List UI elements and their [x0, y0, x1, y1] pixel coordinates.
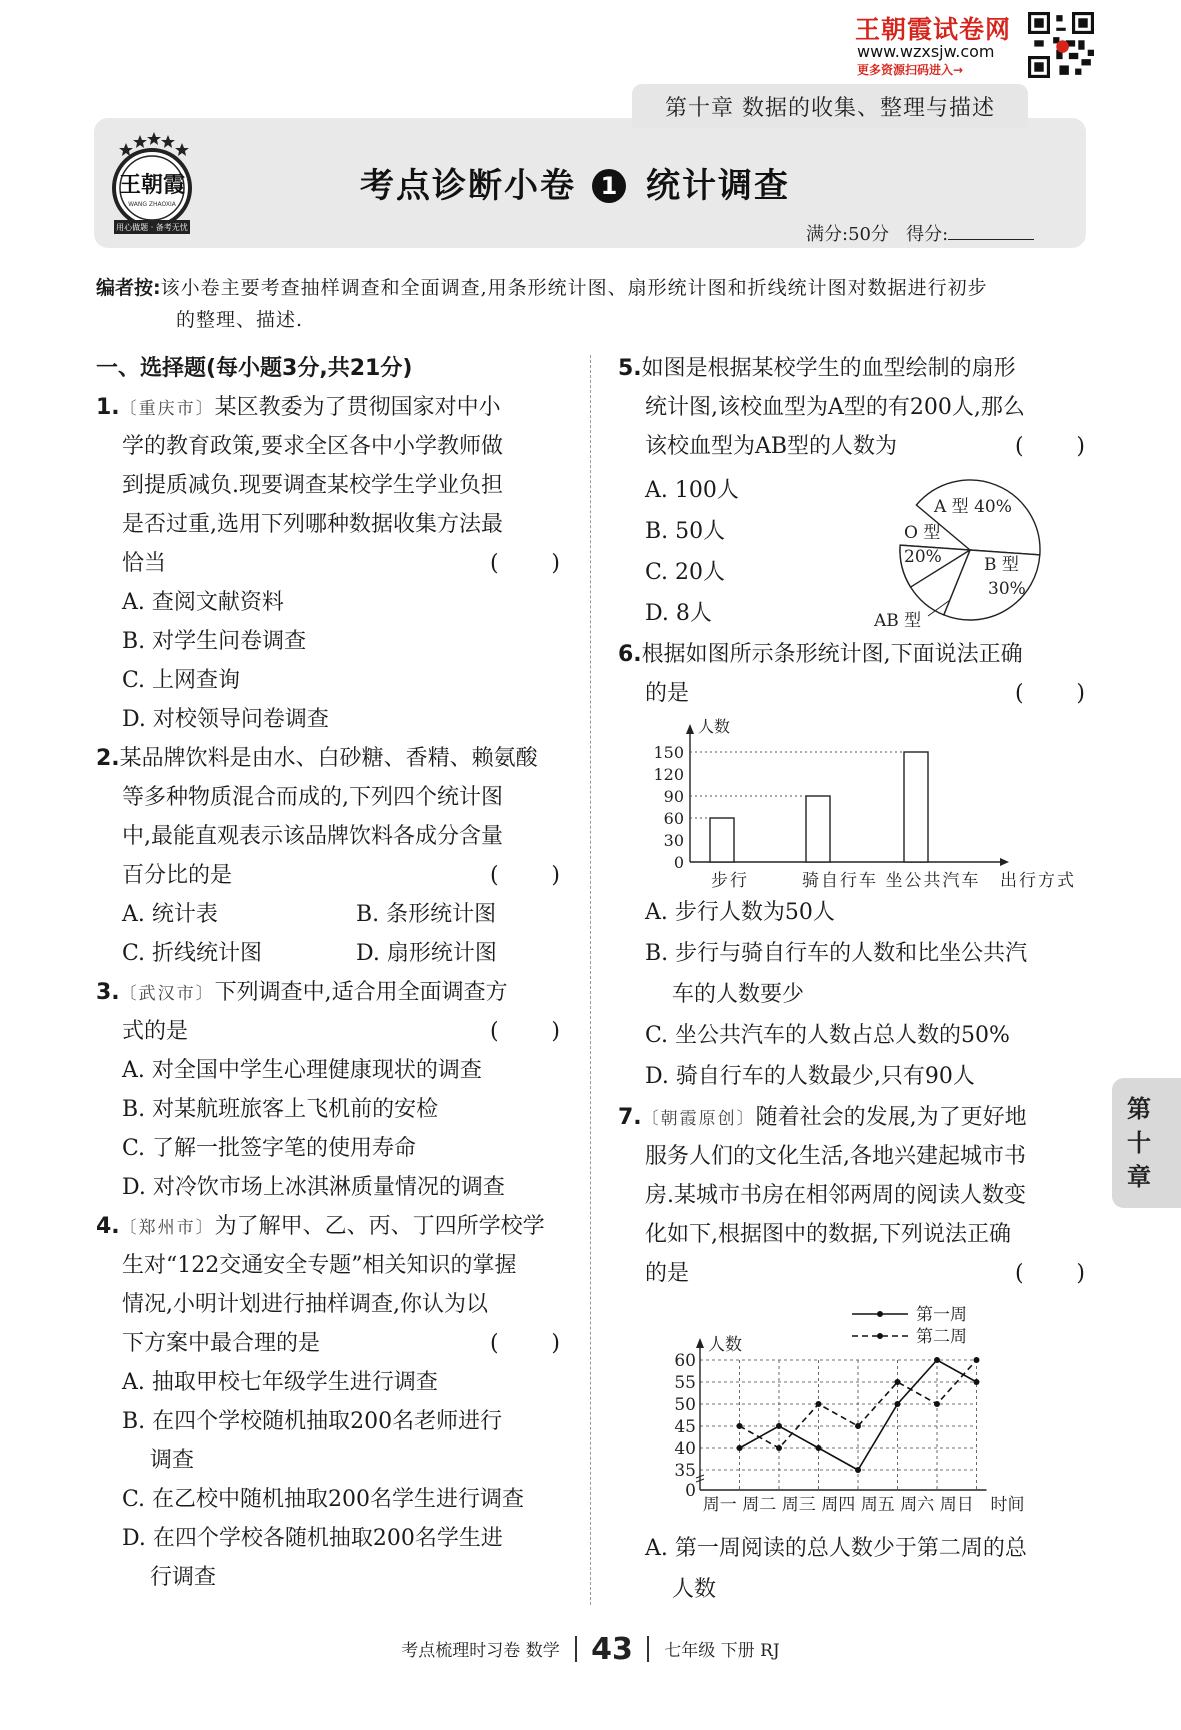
pie-label-ab: AB 型	[874, 611, 922, 630]
series-point-第一周	[737, 1445, 743, 1451]
option-c[interactable]: C. 上网查询	[122, 668, 241, 693]
pie-label-b: B 型	[984, 555, 1019, 575]
option-b-continued: 车的人数要少	[672, 982, 805, 1007]
option-c[interactable]: C. 在乙校中随机抽取200名学生进行调查	[122, 1487, 525, 1512]
answer-blank[interactable]: ( )	[490, 551, 560, 576]
option-a[interactable]: A. 对全国中学生心理健康现状的调查	[122, 1058, 482, 1083]
option-a-continued: 人数	[672, 1577, 717, 1602]
question-text: 为了解甲、乙、丙、丁四所学校学	[214, 1214, 545, 1239]
series-point-第二周	[895, 1379, 901, 1385]
y-axis-arrow-icon	[696, 1338, 704, 1348]
legend-label: 第二周	[916, 1327, 967, 1347]
question-text: 服务人们的文化生活,各地兴建起城市书	[645, 1144, 1026, 1169]
question-source-tag: 〔郑州市〕	[119, 1218, 215, 1238]
brand-url[interactable]: www.wzxsjw.com	[857, 42, 995, 61]
series-point-第二周	[855, 1423, 861, 1429]
x-category-label: 周六	[900, 1495, 935, 1515]
question-text: 情况,小明计划进行抽样调查,你认为以	[122, 1292, 488, 1317]
legend-label: 第一周	[916, 1305, 967, 1325]
question-text: 的是	[645, 1261, 690, 1286]
y-tick-label: 35	[674, 1461, 696, 1481]
question-number: 4.	[96, 1214, 120, 1239]
y-tick-label: 150	[653, 743, 684, 762]
editor-note-line-2: 的整理、描述.	[176, 309, 304, 331]
option-b[interactable]: B. 条形统计图	[356, 902, 497, 927]
series-point-第二周	[776, 1445, 782, 1451]
question-text: 等多种物质混合而成的,下列四个统计图	[122, 785, 503, 810]
x-category-label: 周三	[781, 1495, 816, 1515]
pie-slice-A型	[916, 480, 1040, 555]
question-text: 到提质减负.现要调查某校学生学业负担	[122, 473, 503, 498]
y-tick-label: 120	[653, 765, 684, 784]
editor-note-label: 编者按:	[96, 277, 161, 299]
answer-blank[interactable]: ( )	[1015, 681, 1085, 706]
series-point-第一周	[934, 1357, 940, 1363]
option-d[interactable]: D. 8人	[645, 601, 712, 626]
svg-text:WANG ZHAOXIA: WANG ZHAOXIA	[128, 201, 176, 208]
question-text: 百分比的是	[122, 863, 233, 888]
option-b[interactable]: B. 步行与骑自行车的人数和比坐公共汽	[645, 941, 1028, 966]
option-a[interactable]: A. 统计表	[122, 902, 218, 927]
y-tick-label: 60	[674, 1351, 696, 1371]
question-source-tag: 〔重庆市〕	[119, 399, 215, 419]
x-category-label: 周二	[742, 1495, 777, 1515]
x-category-label: 周一	[702, 1495, 737, 1515]
question-text: 随着社会的发展,为了更好地	[755, 1105, 1027, 1130]
answer-blank[interactable]: ( )	[490, 1331, 560, 1356]
option-a[interactable]: A. 第一周阅读的总人数少于第二周的总	[645, 1536, 1027, 1561]
question-text: 根据如图所示条形统计图,下面说法正确	[641, 642, 1023, 667]
question-text: 中,最能直观表示该品牌饮料各成分含量	[122, 824, 503, 849]
section-heading: 一、选择题(每小题3分,共21分)	[96, 356, 413, 381]
answer-blank[interactable]: ( )	[1015, 1261, 1085, 1286]
question-text: 恰当	[122, 551, 167, 576]
editor-note-line-1: 该小卷主要考查抽样调查和全面调查,用条形统计图、扇形统计图和折线统计图对数据进行初步	[160, 277, 988, 299]
question-text: 下方案中最合理的是	[122, 1331, 321, 1356]
option-d[interactable]: D. 对校领导问卷调查	[122, 707, 329, 732]
answer-blank[interactable]: ( )	[490, 863, 560, 888]
question-number: 5.	[618, 356, 642, 381]
svg-text:王朝霞: 王朝霞	[118, 172, 186, 198]
y-tick-label: 0	[685, 1481, 696, 1501]
wangzhaoxia-seal-logo	[100, 126, 204, 244]
answer-blank[interactable]: ( )	[1015, 434, 1085, 459]
question-text: 某区教委为了贯彻国家对中小	[214, 395, 501, 420]
y-tick-label: 45	[674, 1417, 696, 1437]
page-footer	[0, 1632, 1181, 1667]
y-tick-label: 50	[674, 1395, 696, 1415]
page-number: 43	[591, 1632, 633, 1667]
series-point-第一周	[776, 1423, 782, 1429]
legend-marker-第二周	[877, 1333, 883, 1339]
pie-label-a: A 型 40%	[934, 497, 1012, 517]
option-c[interactable]: C. 20人	[645, 560, 726, 585]
x-category-label: 骑自行车	[802, 871, 878, 890]
legend-marker-第一周	[877, 1311, 883, 1317]
exam-title-prefix: 考点诊断小卷	[360, 166, 576, 206]
option-b[interactable]: B. 50人	[645, 519, 726, 544]
question-text: 房.某城市书房在相邻两周的阅读人数变	[645, 1183, 1026, 1208]
question-6-line-1	[618, 642, 1023, 668]
option-b[interactable]: B. 对某航班旅客上飞机前的安检	[122, 1097, 439, 1122]
y-axis-arrow-icon	[686, 724, 694, 734]
question-text: 某品牌饮料是由水、白砂糖、香精、赖氨酸	[119, 746, 538, 771]
option-a[interactable]: A. 查阅文献资料	[122, 590, 284, 615]
option-d[interactable]: D. 扇形统计图	[356, 941, 497, 966]
brand-name: 王朝霞试卷网	[855, 15, 1012, 44]
option-a[interactable]: A. 步行人数为50人	[645, 900, 835, 925]
series-point-第一周	[895, 1401, 901, 1407]
series-point-第一周	[816, 1445, 822, 1451]
x-category-label: 周五	[860, 1495, 895, 1515]
blood-type-pie-chart	[860, 470, 1060, 630]
score-info	[806, 220, 1034, 246]
x-axis-arrow-icon	[1000, 858, 1009, 866]
question-number: 7.	[618, 1105, 642, 1130]
option-c[interactable]: C. 了解一批签字笔的使用寿命	[122, 1136, 417, 1161]
question-number: 3.	[96, 980, 120, 1005]
question-text: 该校血型为AB型的人数为	[645, 434, 898, 459]
y-tick-label: 55	[674, 1373, 696, 1393]
brand-tip: 更多资源扫码进入→	[857, 63, 964, 77]
pie-label-b-percent: 30%	[988, 579, 1026, 599]
x-category-label: 坐公共汽车	[885, 871, 981, 890]
question-number: 1.	[96, 395, 120, 420]
x-category-label: 步行	[711, 871, 749, 890]
question-7-line-1	[618, 1105, 1027, 1132]
series-point-第二周	[974, 1357, 980, 1363]
exam-title-topic: 统计调查	[646, 166, 790, 206]
column-divider	[590, 355, 591, 1605]
question-source-tag: 〔朝霞原创〕	[641, 1109, 756, 1129]
exam-title	[360, 158, 790, 207]
score-blank[interactable]	[948, 223, 1034, 240]
question-text: 是否过重,选用下列哪种数据收集方法最	[122, 512, 503, 537]
question-number: 6.	[618, 642, 642, 667]
footer-divider	[575, 1636, 577, 1662]
y-axis-label: 人数	[708, 1335, 742, 1355]
question-text: 化如下,根据图中的数据,下列说法正确	[645, 1222, 1011, 1247]
option-d[interactable]: D. 骑自行车的人数最少,只有90人	[645, 1064, 975, 1089]
series-point-第一周	[974, 1379, 980, 1385]
score-label: 得分:	[906, 224, 949, 245]
question-4-line-1	[96, 1214, 545, 1241]
question-source-tag: 〔武汉市〕	[119, 984, 215, 1004]
x-axis-label: 时间	[990, 1495, 1025, 1515]
y-tick-label: 30	[663, 831, 684, 850]
travel-mode-bar-chart	[640, 718, 1090, 890]
option-b[interactable]: B. 在四个学校随机抽取200名老师进行	[122, 1409, 503, 1434]
question-2-line-1	[96, 746, 538, 772]
y-tick-label: 90	[663, 787, 684, 806]
qr-code-icon[interactable]	[1028, 12, 1094, 78]
pie-label-o: O 型	[904, 523, 941, 543]
footer-grade: 七年级 下册 RJ	[664, 1641, 780, 1661]
answer-blank[interactable]: ( )	[490, 1019, 560, 1044]
y-tick-label: 60	[663, 809, 684, 828]
question-text: 学的教育政策,要求全区各中小学教师做	[122, 434, 503, 459]
option-a[interactable]: A. 抽取甲校七年级学生进行调查	[122, 1370, 438, 1395]
footer-divider	[647, 1636, 649, 1662]
option-d-continued: 行调查	[150, 1565, 217, 1590]
y-tick-label: 40	[674, 1439, 696, 1459]
y-axis-label: 人数	[698, 718, 731, 736]
question-text: 的是	[645, 681, 690, 706]
question-number: 2.	[96, 746, 120, 771]
bar-步行	[710, 818, 734, 862]
option-d[interactable]: D. 在四个学校各随机抽取200名学生进	[122, 1526, 503, 1551]
y-tick-label: 0	[673, 853, 684, 872]
option-b[interactable]: B. 对学生问卷调查	[122, 629, 307, 654]
series-point-第一周	[855, 1467, 861, 1473]
series-point-第二周	[934, 1401, 940, 1407]
question-text: 生对“122交通安全专题”相关知识的掌握	[122, 1253, 517, 1278]
question-text: 下列调查中,适合用全面调查方	[214, 980, 508, 1005]
series-point-第二周	[816, 1401, 822, 1407]
option-b-continued: 调查	[150, 1448, 195, 1473]
svg-text:用心做题 · 备考无忧: 用心做题 · 备考无忧	[116, 223, 188, 232]
bar-骑自行车	[806, 796, 830, 862]
chapter-side-tab-label: 第十章	[1127, 1095, 1151, 1191]
option-c[interactable]: C. 坐公共汽车的人数占总人数的50%	[645, 1023, 1010, 1048]
editor-note	[96, 272, 1086, 336]
option-c[interactable]: C. 折线统计图	[122, 941, 263, 966]
question-text: 如图是根据某校学生的血型绘制的扇形	[641, 356, 1016, 381]
question-text: 式的是	[122, 1019, 189, 1044]
exam-number-badge: 1	[592, 169, 626, 203]
full-score: 满分:50分	[806, 224, 889, 245]
x-axis-label: 出行方式	[1000, 871, 1076, 890]
x-category-label: 周四	[821, 1495, 856, 1515]
series-point-第二周	[737, 1423, 743, 1429]
question-1-line-1	[96, 395, 501, 422]
bar-坐公共汽车	[904, 752, 928, 862]
option-a[interactable]: A. 100人	[645, 478, 739, 503]
question-3-line-1	[96, 980, 508, 1007]
reading-count-line-chart	[660, 1300, 1080, 1522]
x-category-label: 周日	[939, 1495, 974, 1515]
chapter-heading: 第十章 数据的收集、整理与描述	[632, 84, 1028, 128]
footer-book-title: 考点梳理时习卷 数学	[401, 1641, 560, 1661]
question-text: 统计图,该校血型为A型的有200人,那么	[645, 395, 1025, 420]
pie-label-o-percent: 20%	[904, 547, 942, 567]
option-d[interactable]: D. 对冷饮市场上冰淇淋质量情况的调查	[122, 1175, 505, 1200]
question-5-line-1	[618, 356, 1016, 382]
